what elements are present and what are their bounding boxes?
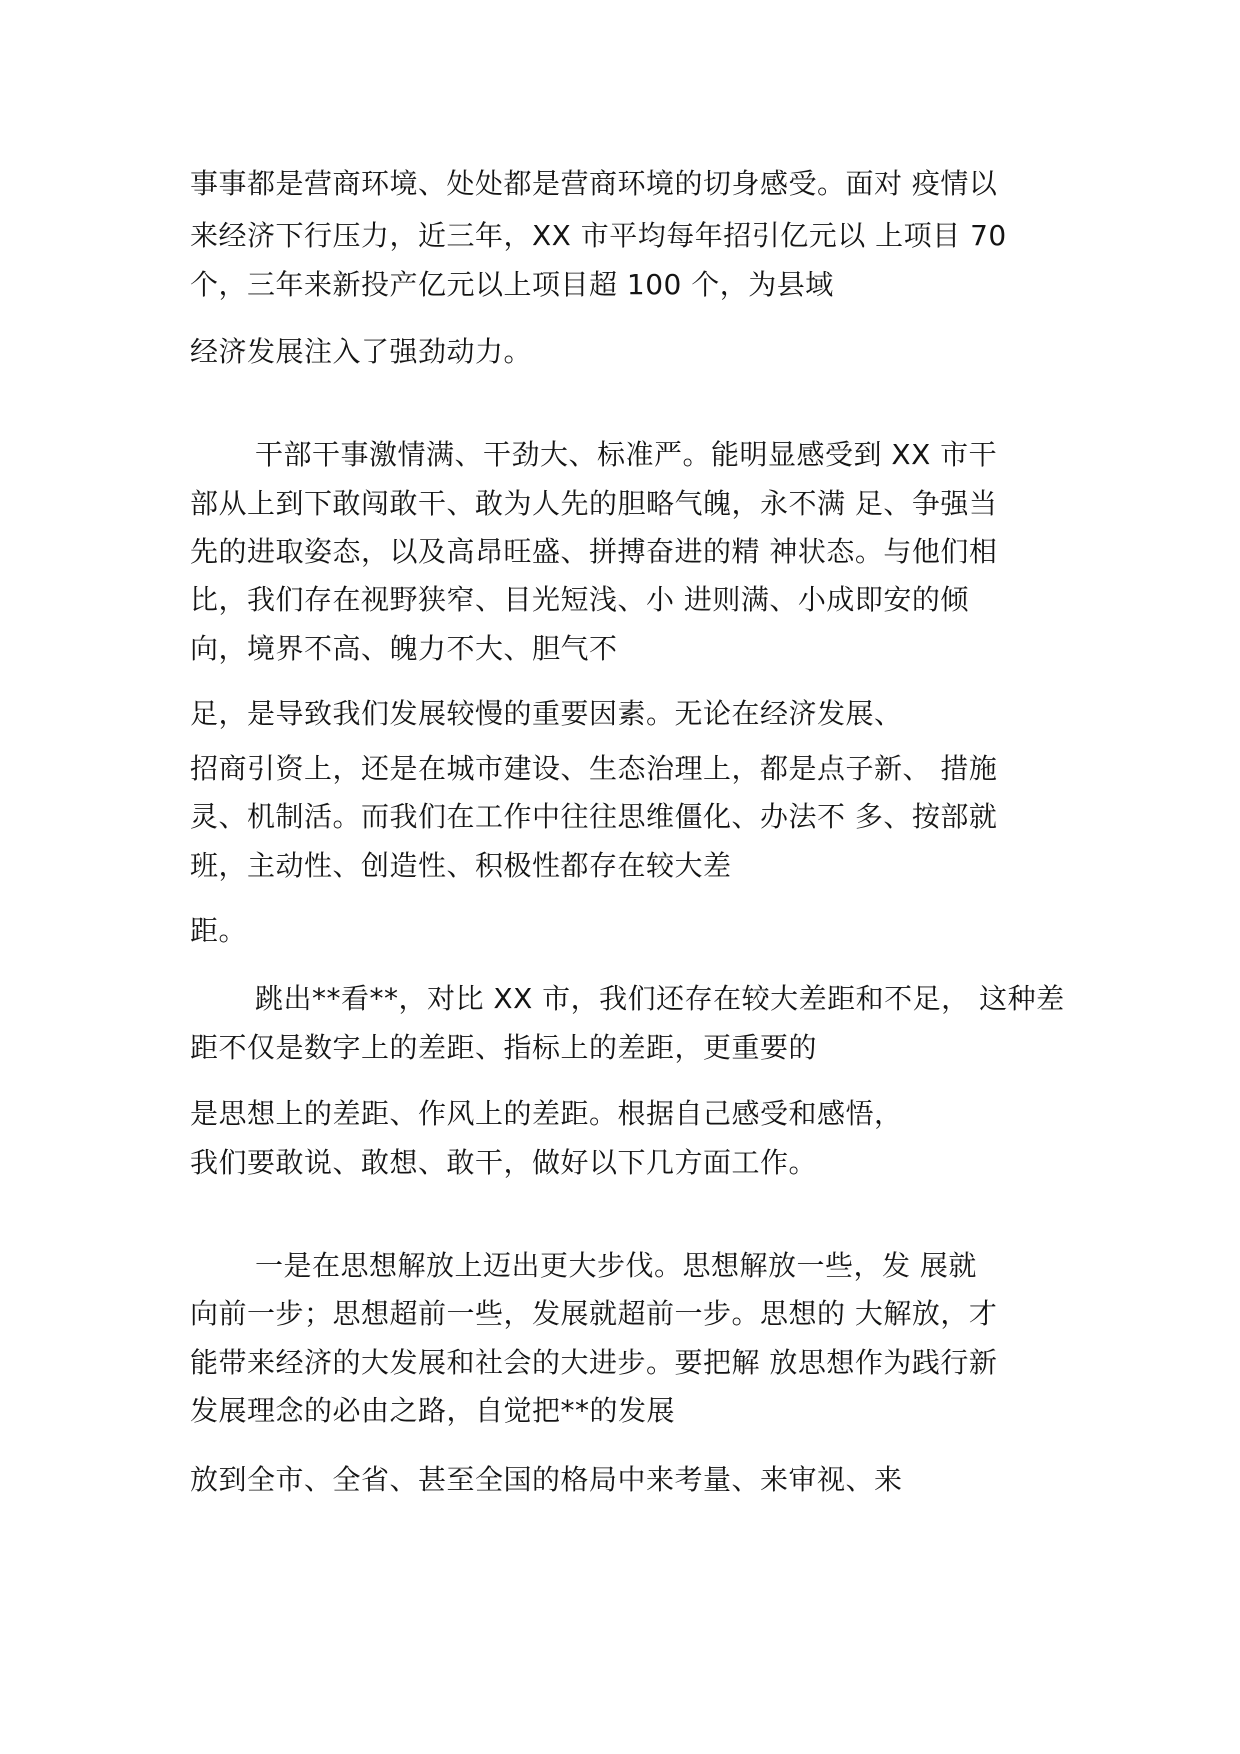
text-line: 比，我们存在视野狭窄、目光短浅、小 进则满、小成即安的倾 [190, 583, 969, 616]
text-line: 距。 [190, 914, 248, 947]
text-line: 事事都是营商环境、处处都是营商环境的切身感受。面对 疫情以 [190, 167, 998, 200]
text-line: 灵、机制活。而我们在工作中往往思维僵化、办法不 多、按部就 [190, 800, 998, 833]
text-line: 足，是导致我们发展较慢的重要因素。无论在经济发展、 [190, 697, 903, 730]
text-line: 距不仅是数字上的差距、指标上的差距，更重要的 [190, 1031, 818, 1064]
text-line: 经济发展注入了强劲动力。 [190, 335, 533, 368]
text-line: 个，三年来新投产亿元以上项目超 100 个，为县域 [190, 268, 834, 301]
text-line: 班，主动性、创造性、积极性都存在较大差 [190, 849, 732, 882]
text-line: 向前一步；思想超前一些，发展就超前一步。思想的 大解放，才 [190, 1297, 998, 1330]
text-line: 能带来经济的大发展和社会的大进步。要把解 放思想作为践行新 [190, 1346, 998, 1379]
text-line: 先的进取姿态，以及高昂旺盛、拼搏奋进的精 神状态。与他们相 [190, 535, 998, 568]
text-line: 向，境界不高、魄力不大、胆气不 [190, 632, 618, 665]
text-line: 部从上到下敢闯敢干、敢为人先的胆略气魄，永不满 足、争强当 [190, 487, 998, 520]
text-line: 是思想上的差距、作风上的差距。根据自己感受和感悟， [190, 1097, 903, 1130]
paragraph-start-line: 干部干事激情满、干劲大、标准严。能明显感受到 XX 市干 [255, 438, 998, 471]
text-line: 来经济下行压力，近三年，XX 市平均每年招引亿元以 上项目 70 [190, 219, 1007, 252]
paragraph-start-line: 跳出**看**，对比 XX 市，我们还存在较大差距和不足， 这种差 [255, 982, 1065, 1015]
text-line: 发展理念的必由之路，自觉把**的发展 [190, 1394, 676, 1427]
text-line: 我们要敢说、敢想、敢干，做好以下几方面工作。 [190, 1146, 818, 1179]
paragraph-start-line: 一是在思想解放上迈出更大步伐。思想解放一些，发 展就 [255, 1249, 977, 1282]
text-line: 放到全市、全省、甚至全国的格局中来考量、来审视、来 [190, 1463, 903, 1496]
text-line: 招商引资上，还是在城市建设、生态治理上，都是点子新、 措施 [190, 752, 998, 785]
